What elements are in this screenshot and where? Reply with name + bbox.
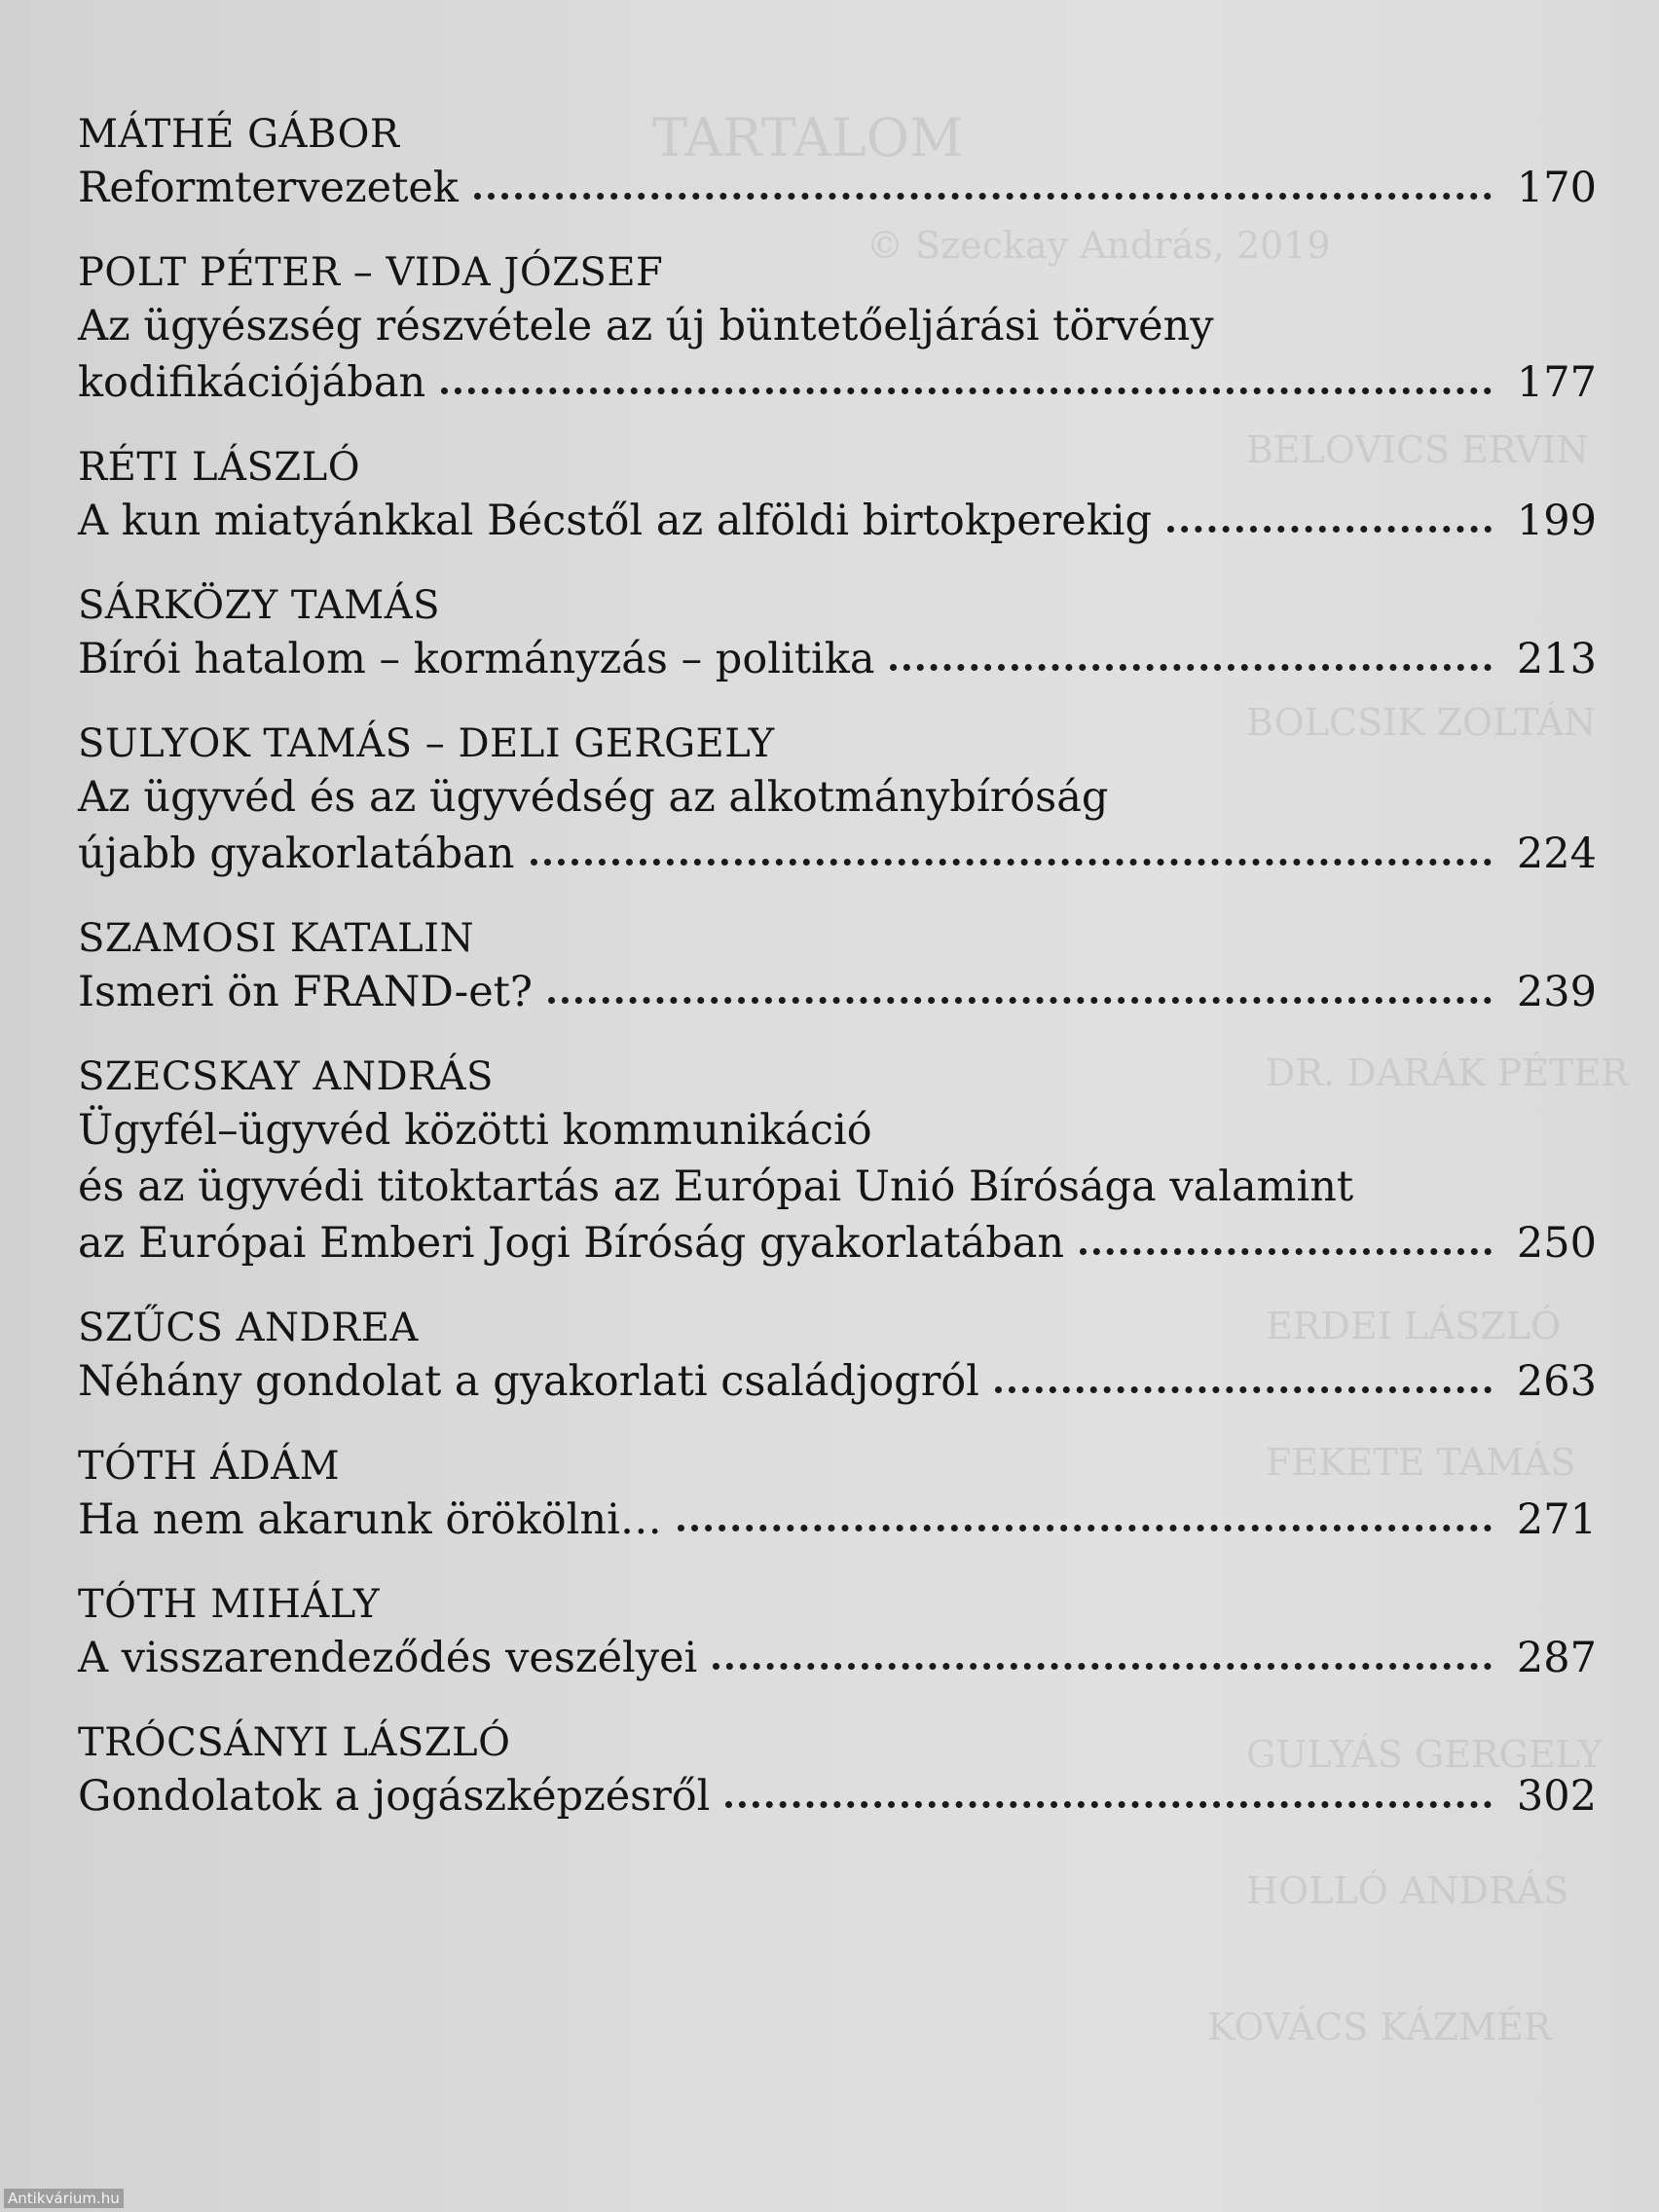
- table-of-contents: [78, 109, 1597, 1856]
- show-through-text: FEKETE TAMÁS: [1266, 1441, 1576, 1484]
- entry-title-line: A visszarendeződés veszélyei: [78, 1634, 698, 1682]
- page-number: 239: [1516, 968, 1597, 1016]
- toc-entry: [78, 1051, 1597, 1272]
- show-through-text: KOVÁCS KÁZMÉR: [1207, 2006, 1552, 2048]
- dot-leader: [890, 663, 1492, 671]
- entry-author: POLT PÉTER – VIDA JÓZSEF: [78, 250, 664, 295]
- entry-title-line: Reformtervezetek: [78, 164, 459, 212]
- dot-leader: [548, 996, 1492, 1004]
- toc-entry: [78, 1717, 1597, 1825]
- entry-title-row: [78, 1215, 1597, 1272]
- page-number: 199: [1516, 497, 1597, 545]
- entry-title-row: [78, 1768, 1597, 1825]
- page-number: 250: [1516, 1219, 1597, 1268]
- entry-title-line: Gondolatok a jogászképzésről: [78, 1772, 711, 1821]
- page-number: 224: [1516, 830, 1597, 878]
- entry-author: SÁRKÖZY TAMÁS: [78, 583, 441, 628]
- entry-title-line: és az ügyvédi titoktartás az Európai Unió Bírósága valamint: [78, 1162, 1354, 1211]
- entry-title-row: [78, 493, 1597, 549]
- page-number: 263: [1516, 1357, 1597, 1406]
- show-through-text: DR. DARÁK PÉTER: [1266, 1051, 1629, 1094]
- watermark: Antikvárium.hu: [4, 2189, 124, 2208]
- show-through-text: © Szeckay András, 2019: [866, 224, 1331, 267]
- show-through-text: TARTALOM: [652, 107, 964, 168]
- toc-entry: [78, 1579, 1597, 1686]
- toc-entry: [78, 719, 1597, 882]
- page-number: 287: [1516, 1634, 1597, 1682]
- entry-title-line: az Európai Emberi Jogi Bíróság gyakorlatában: [78, 1219, 1065, 1268]
- entry-author: MÁTHÉ GÁBOR: [78, 112, 400, 157]
- entry-author: TÓTH MIHÁLY: [78, 1582, 381, 1627]
- entry-title-line: Ha nem akarunk örökölni…: [78, 1495, 662, 1544]
- entry-author: SZAMOSI KATALIN: [78, 916, 474, 961]
- entry-title-line: Néhány gondolat a gyakorlati családjogról: [78, 1357, 979, 1406]
- page-number: 271: [1516, 1495, 1597, 1544]
- entry-title-line: Az ügyvéd és az ügyvédség az alkotmánybíróság: [78, 773, 1109, 822]
- entry-author: RÉTI LÁSZLÓ: [78, 445, 361, 490]
- entry-title-row: [78, 1492, 1597, 1548]
- dot-leader: [1167, 525, 1492, 533]
- entry-author: SZECSKAY ANDRÁS: [78, 1054, 494, 1099]
- entry-title-row: [78, 354, 1597, 411]
- toc-entry: [78, 580, 1597, 687]
- entry-title-row: [78, 1353, 1597, 1410]
- show-through-text: HOLLÓ ANDRÁS: [1246, 1869, 1569, 1912]
- entry-title-line: Az ügyészség részvétele az új büntetőeljárási törvény: [78, 302, 1214, 350]
- toc-entry: [78, 1441, 1597, 1548]
- entry-author: TRÓCSÁNYI LÁSZLÓ: [78, 1720, 511, 1765]
- entry-title-row: [78, 826, 1597, 882]
- dot-leader: [713, 1662, 1492, 1670]
- entry-title-row: [78, 964, 1597, 1020]
- entry-title-line: kodifikációjában: [78, 358, 426, 407]
- toc-entry: [78, 913, 1597, 1020]
- toc-entry: [78, 1303, 1597, 1410]
- entry-author: TÓTH ÁDÁM: [78, 1444, 341, 1489]
- entry-author: SULYOK TAMÁS – DELI GERGELY: [78, 721, 775, 766]
- entry-title-line: A kun miatyánkkal Bécstől az alföldi birtokperekig: [78, 497, 1153, 545]
- show-through-text: ERDEI LÁSZLÓ: [1266, 1305, 1562, 1347]
- entry-title-line: Ügyfél–ügyvéd közötti kommunikáció: [78, 1106, 872, 1155]
- dot-leader: [678, 1524, 1492, 1531]
- entry-title-row: [78, 1630, 1597, 1686]
- dot-leader: [1080, 1247, 1492, 1255]
- dot-leader: [725, 1800, 1492, 1808]
- entry-title-row: [78, 160, 1597, 216]
- toc-entry: [78, 442, 1597, 549]
- toc-entry: [78, 247, 1597, 411]
- show-through-text: BELOVICS ERVIN: [1246, 428, 1589, 471]
- dot-leader: [995, 1385, 1492, 1393]
- dot-leader: [474, 192, 1492, 200]
- page-number: 177: [1516, 358, 1597, 407]
- entry-title-line: Bírói hatalom – kormányzás – politika: [78, 635, 875, 683]
- toc-entry: [78, 109, 1597, 216]
- page-number: 170: [1516, 164, 1597, 212]
- dot-leader: [441, 387, 1492, 394]
- dot-leader: [531, 858, 1493, 866]
- show-through-text: GULYÁS GERGELY: [1246, 1733, 1603, 1776]
- page-number: 213: [1516, 635, 1597, 683]
- entry-title-line: újabb gyakorlatában: [78, 830, 515, 878]
- page-number: 302: [1516, 1772, 1597, 1821]
- entry-title-row: [78, 631, 1597, 687]
- entry-author: SZŰCS ANDREA: [78, 1306, 419, 1350]
- entry-title-line: Ismeri ön FRAND-et?: [78, 968, 533, 1016]
- show-through-text: BOLCSIK ZOLTÁN: [1246, 701, 1597, 744]
